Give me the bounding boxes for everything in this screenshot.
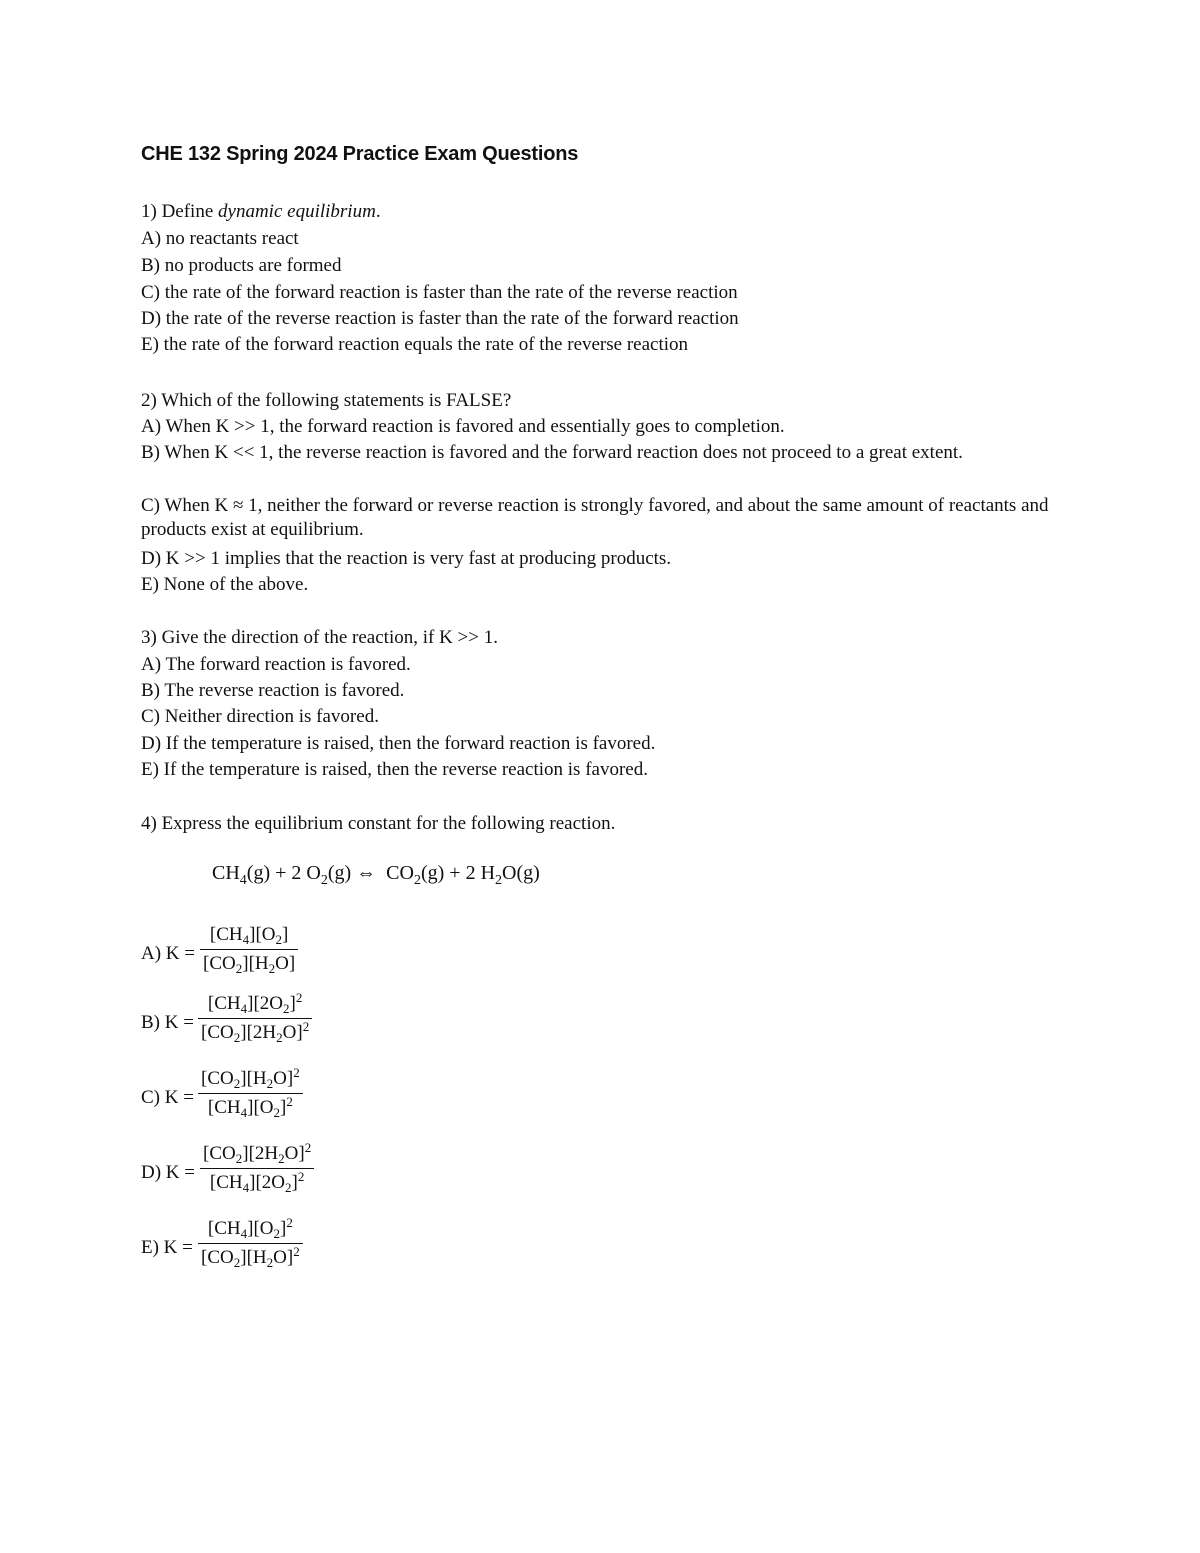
fraction (200, 1141, 314, 1196)
product-1-state: (g) + 2 H (420, 862, 496, 884)
product-1-subscript: 2 (413, 873, 421, 888)
option-label: A) K = (141, 943, 195, 964)
question-1-option-d: D) the rate of the reverse reaction is faster than the rate of the forward reaction (141, 308, 739, 329)
fraction (198, 1216, 303, 1271)
question-2-option-e: E) None of the above. (141, 574, 309, 595)
fraction-denominator: $[CO_2][H_2O]$ (203, 953, 296, 976)
fraction-numerator: $[CH_4][O_2]$ (209, 924, 289, 947)
question-2-option-a: A) When K >> 1, the forward reaction is favored and essentially goes to completion. (141, 416, 785, 437)
fraction-numerator: $[CO_2][2H_2O]^2$ (203, 1140, 312, 1166)
reactant-2-subscript: 2 (320, 873, 328, 888)
question-3-option-e: E) If the temperature is raised, then the reverse reaction is favored. (141, 759, 648, 780)
fraction-numerator: $[CH_4][O_2]^2$ (207, 1215, 293, 1241)
question-1-term: dynamic equilibrium (218, 201, 376, 222)
question-3-option-c: C) Neither direction is favored. (141, 706, 379, 727)
fraction-bar (198, 1243, 303, 1244)
reactant-1-state: (g) + 2 O (246, 862, 321, 884)
fraction-bar (200, 949, 298, 950)
page-title: CHE 132 Spring 2024 Practice Exam Questions (141, 143, 579, 165)
question-4-stem: 4) Express the equilibrium constant for the following reaction. (141, 813, 616, 834)
question-1-option-e: E) the rate of the forward reaction equals the rate of the reverse reaction (141, 334, 689, 355)
fraction-bar (198, 1018, 312, 1019)
equilibrium-arrow: ⇔ (356, 862, 377, 884)
product-1: CO (386, 862, 414, 884)
question-3-option-b: B) The reverse reaction is favored. (141, 680, 405, 701)
option-label: B) K = (141, 1012, 194, 1033)
question-2-option-b: B) When K << 1, the reverse reaction is favored and the forward reaction does not proceed to a great extent. (141, 442, 963, 463)
reactant-2-state: (g) (327, 862, 352, 884)
product-2-subscript: 2 (495, 873, 503, 888)
question-1-prefix: 1) Define (141, 201, 219, 222)
question-1-option-c: C) the rate of the forward reaction is faster than the rate of the reverse reaction (141, 282, 738, 303)
fraction (198, 991, 312, 1046)
fraction-denominator: $[CO_2][2H_2O]^2$ (201, 1019, 310, 1045)
reaction-equation (212, 862, 540, 888)
question-3-option-a: A) The forward reaction is favored. (141, 654, 411, 675)
fraction (200, 922, 298, 977)
product-2-state: O(g) (502, 862, 540, 884)
fraction-denominator: $[CH_4][O_2]^2$ (207, 1094, 293, 1120)
option-label: D) K = (141, 1162, 195, 1183)
question-2-stem: 2) Which of the following statements is FALSE? (141, 390, 512, 411)
fraction-denominator: $[CO_2][H_2O]^2$ (201, 1244, 300, 1270)
question-1-option-a: A) no reactants react (141, 228, 299, 249)
fraction-numerator: $[CO_2][H_2O]^2$ (201, 1065, 300, 1091)
fraction (198, 1066, 303, 1121)
option-label: C) K = (141, 1087, 194, 1108)
reactant-1: CH (212, 862, 240, 884)
question-3-stem: 3) Give the direction of the reaction, if K >> 1. (141, 627, 498, 648)
question-1-stem (141, 200, 381, 224)
question-2-option-c: C) When K ≈ 1, neither the forward or reverse reaction is strongly favored, and about the same amount of reactants and products exist at equilibrium. (141, 495, 1049, 540)
reactant-1-subscript: 4 (239, 873, 247, 888)
question-3-option-d: D) If the temperature is raised, then the forward reaction is favored. (141, 733, 656, 754)
option-label: E) K = (141, 1237, 193, 1258)
fraction-denominator: $[CH_4][2O_2]^2$ (209, 1169, 305, 1195)
question-2-option-d: D) K >> 1 implies that the reaction is very fast at producing products. (141, 548, 672, 569)
question-1-suffix: . (375, 201, 381, 222)
fraction-numerator: $[CH_4][2O_2]^2$ (207, 990, 303, 1016)
question-1-option-b: B) no products are formed (141, 255, 342, 276)
